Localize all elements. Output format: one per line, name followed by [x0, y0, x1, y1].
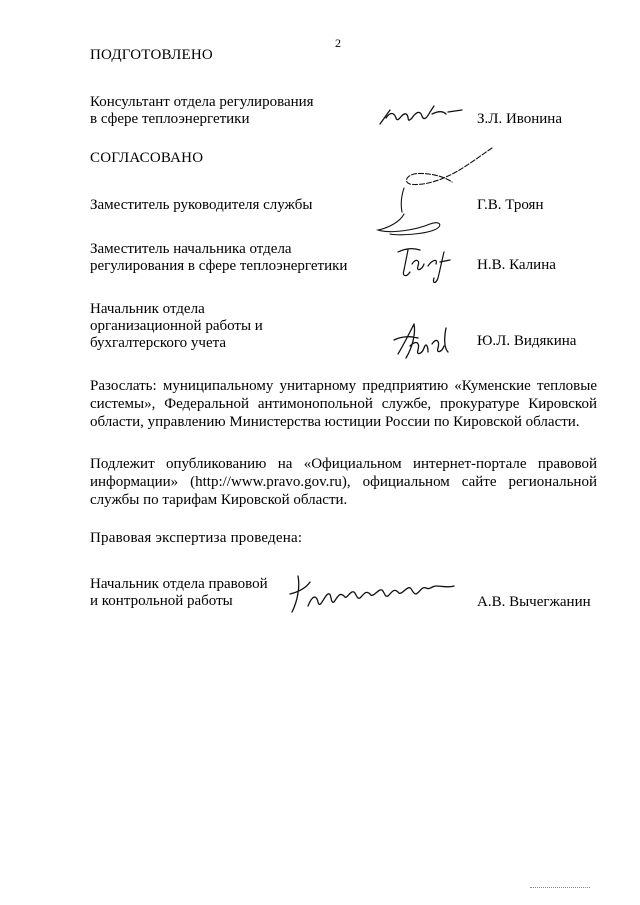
- signature-vidyakina: [388, 318, 468, 364]
- approved-heading: СОГЛАСОВАНО: [90, 150, 204, 166]
- role-line: организационной работы и: [90, 318, 263, 334]
- role-line: бухгалтерского учета: [90, 335, 227, 351]
- role-line: Заместитель руководителя службы: [90, 197, 313, 213]
- page-number: 2: [335, 36, 341, 50]
- prepared-name: З.Л. Ивонина: [477, 111, 562, 127]
- signatory-role: [90, 301, 380, 352]
- publication-paragraph: Подлежит опубликованию на «Официальном интернет-портале правовой информации» (http://www.pravo.gov.ru), официальном сайте региональной службы по тарифам Кировской области.: [90, 456, 597, 508]
- legal-review-statement: Правовая экспертиза проведена:: [90, 530, 303, 546]
- signature-ivonina: [376, 102, 466, 130]
- role-line: Начальник отдела: [90, 301, 205, 317]
- role-line: Начальник отдела правовой: [90, 576, 268, 592]
- distribution-paragraph: Разослать: муниципальному унитарному предприятию «Куменские тепловые системы», Федеральной антимонопольной службе, прокуратуре Кировской области, управлению Министерства юстиции России по Кировской области.: [90, 378, 597, 430]
- signature-troyan: [370, 142, 500, 242]
- role-line: и контрольной работы: [90, 593, 233, 609]
- role-line: Консультант отдела регулирования: [90, 94, 314, 110]
- prepared-heading: ПОДГОТОВЛЕНО: [90, 47, 213, 63]
- signature-kalina: [392, 244, 462, 290]
- signatory-role: [90, 197, 380, 214]
- signature-vychegzhanin: [288, 566, 464, 618]
- scan-artifact: [530, 887, 590, 888]
- signatory-role: [90, 241, 390, 275]
- signatory-name: Г.В. Троян: [477, 197, 544, 213]
- role-line: регулирования в сфере теплоэнергетики: [90, 258, 348, 274]
- legal-review-name: А.В. Вычегжанин: [477, 594, 591, 610]
- signatory-name: Н.В. Калина: [477, 257, 556, 273]
- role-line: Заместитель начальника отдела: [90, 241, 292, 257]
- role-line: в сфере теплоэнергетики: [90, 111, 250, 127]
- prepared-role: [90, 94, 380, 128]
- signatory-name: Ю.Л. Видякина: [477, 333, 577, 349]
